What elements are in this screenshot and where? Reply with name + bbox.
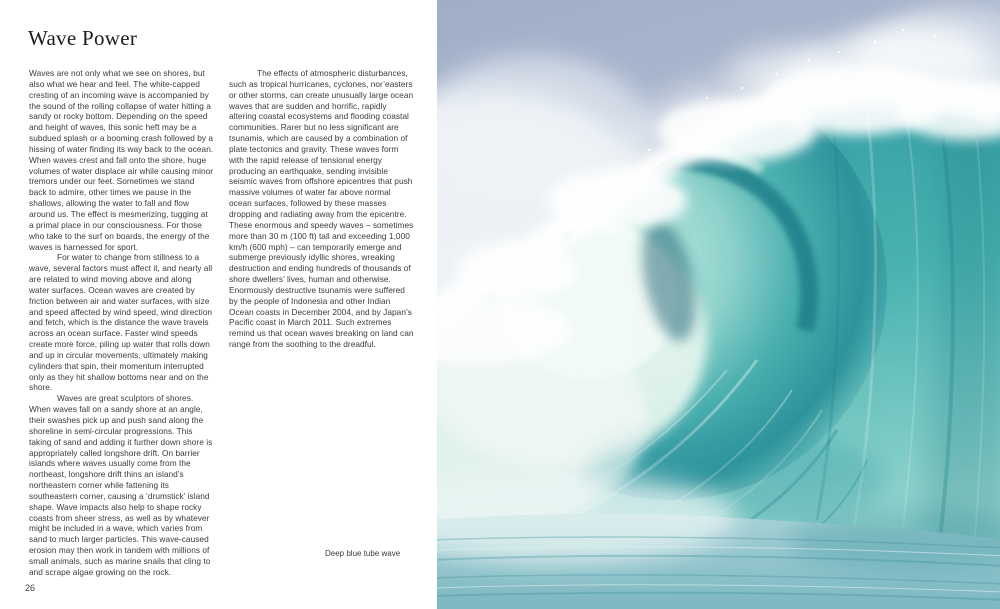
text-column-2 <box>229 68 414 578</box>
paragraph: The effects of atmospheric disturbances, such as tropical hurricanes, cyclones, nor’easters or other storms, can create unusually large ocean waves that are sudden and horrific, rapidly altering coastal ecosystems and flooding coastal communities. Rarer but no less significant are tsunamis, which are caused by a combination of plate tectonics and gravity. These waves form with the rapid release of tensional energy producing an earthquake, sending invisible seismic waves from offshore epicentres that push massive volumes of water far above normal ocean surfaces, followed by these masses dropping and radiating away from the epicentre. These enormous and speedy waves – sometimes more than 30 m (100 ft) tall and exceeding 1,000 km/h (600 mph) – can temporarily emerge and submerge previously idyllic shores, wreaking destruction and ending hundreds of thousands of shore dwellers’ lives, human and otherwise. Enormously destructive tsunamis were suffered by the people of Indonesia and other Indian Ocean coasts in December 2004, and by Japan’s Pacific coast in March 2011. Such extremes remind us that ocean waves breaking on land can range from the soothing to the dreadful. <box>229 68 414 350</box>
page-number: 26 <box>25 583 36 593</box>
paragraph: Waves are great sculptors of shores. When waves fall on a sandy shore at an angle, their swashes pick up and push sand along the shoreline in semi-circular progressions. This taking of sand and adding it further down shore is appropriately called longshore drift. On barrier islands where waves usually come from the northeast, longshore drift thins an island’s northeastern corner while fattening its southeastern corner, causing a ‘drumstick’ island shape. Wave impacts also help to shape rocky coasts from sheer stress, as well as by whatever might be included in a wave, which varies from sand to much larger particles. This wave-caused erosion may then work in tandem with millions of small animals, such as marine snails that cling to and scrape algae growing on the rock. <box>29 393 213 577</box>
wave-photo <box>437 0 1000 609</box>
paragraph: For water to change from stillness to a wave, several factors must affect it, and nearly all are related to wind moving above and along water surfaces. Ocean waves are created by friction between air and water surfaces, with size and speed affected by wind speed, wind direction and fetch, which is the distance the wave travels across an ocean surface. Faster wind speeds create more force, piling up water that rolls down and up in circular movements, ultimately making cylinders that spin, their momentum interrupted only as they hit shallow bottoms near and on the shore. <box>29 252 213 393</box>
wave-photo-image <box>437 0 1000 609</box>
text-page <box>0 0 437 609</box>
page-title: Wave Power <box>28 26 138 50</box>
paragraph: Waves are not only what we see on shores, but also what we hear and feel. The white-capped cresting of an incoming wave is accompanied by the sound of the rolling collapse of water hitting a sandy or rocky bottom. Depending on the speed and height of waves, this sonic heft may be a subdued splash or a booming crash followed by a hissing of water finding its way back to the ocean. When waves crest and fall onto the shore, huge volumes of water displace air while causing minor tremors under our feet. Sometimes we stand back to admire, other times we pause in the shallows, allowing the water to fall and flow around us. The effect is mesmerizing, tugging at a primal place in our consciousness. For those who take to the surf on boards, the energy of the waves is harnessed for sport. <box>29 68 214 252</box>
text-columns <box>29 68 414 578</box>
text-column-1 <box>29 68 214 578</box>
photo-caption: Deep blue tube wave <box>325 549 401 558</box>
